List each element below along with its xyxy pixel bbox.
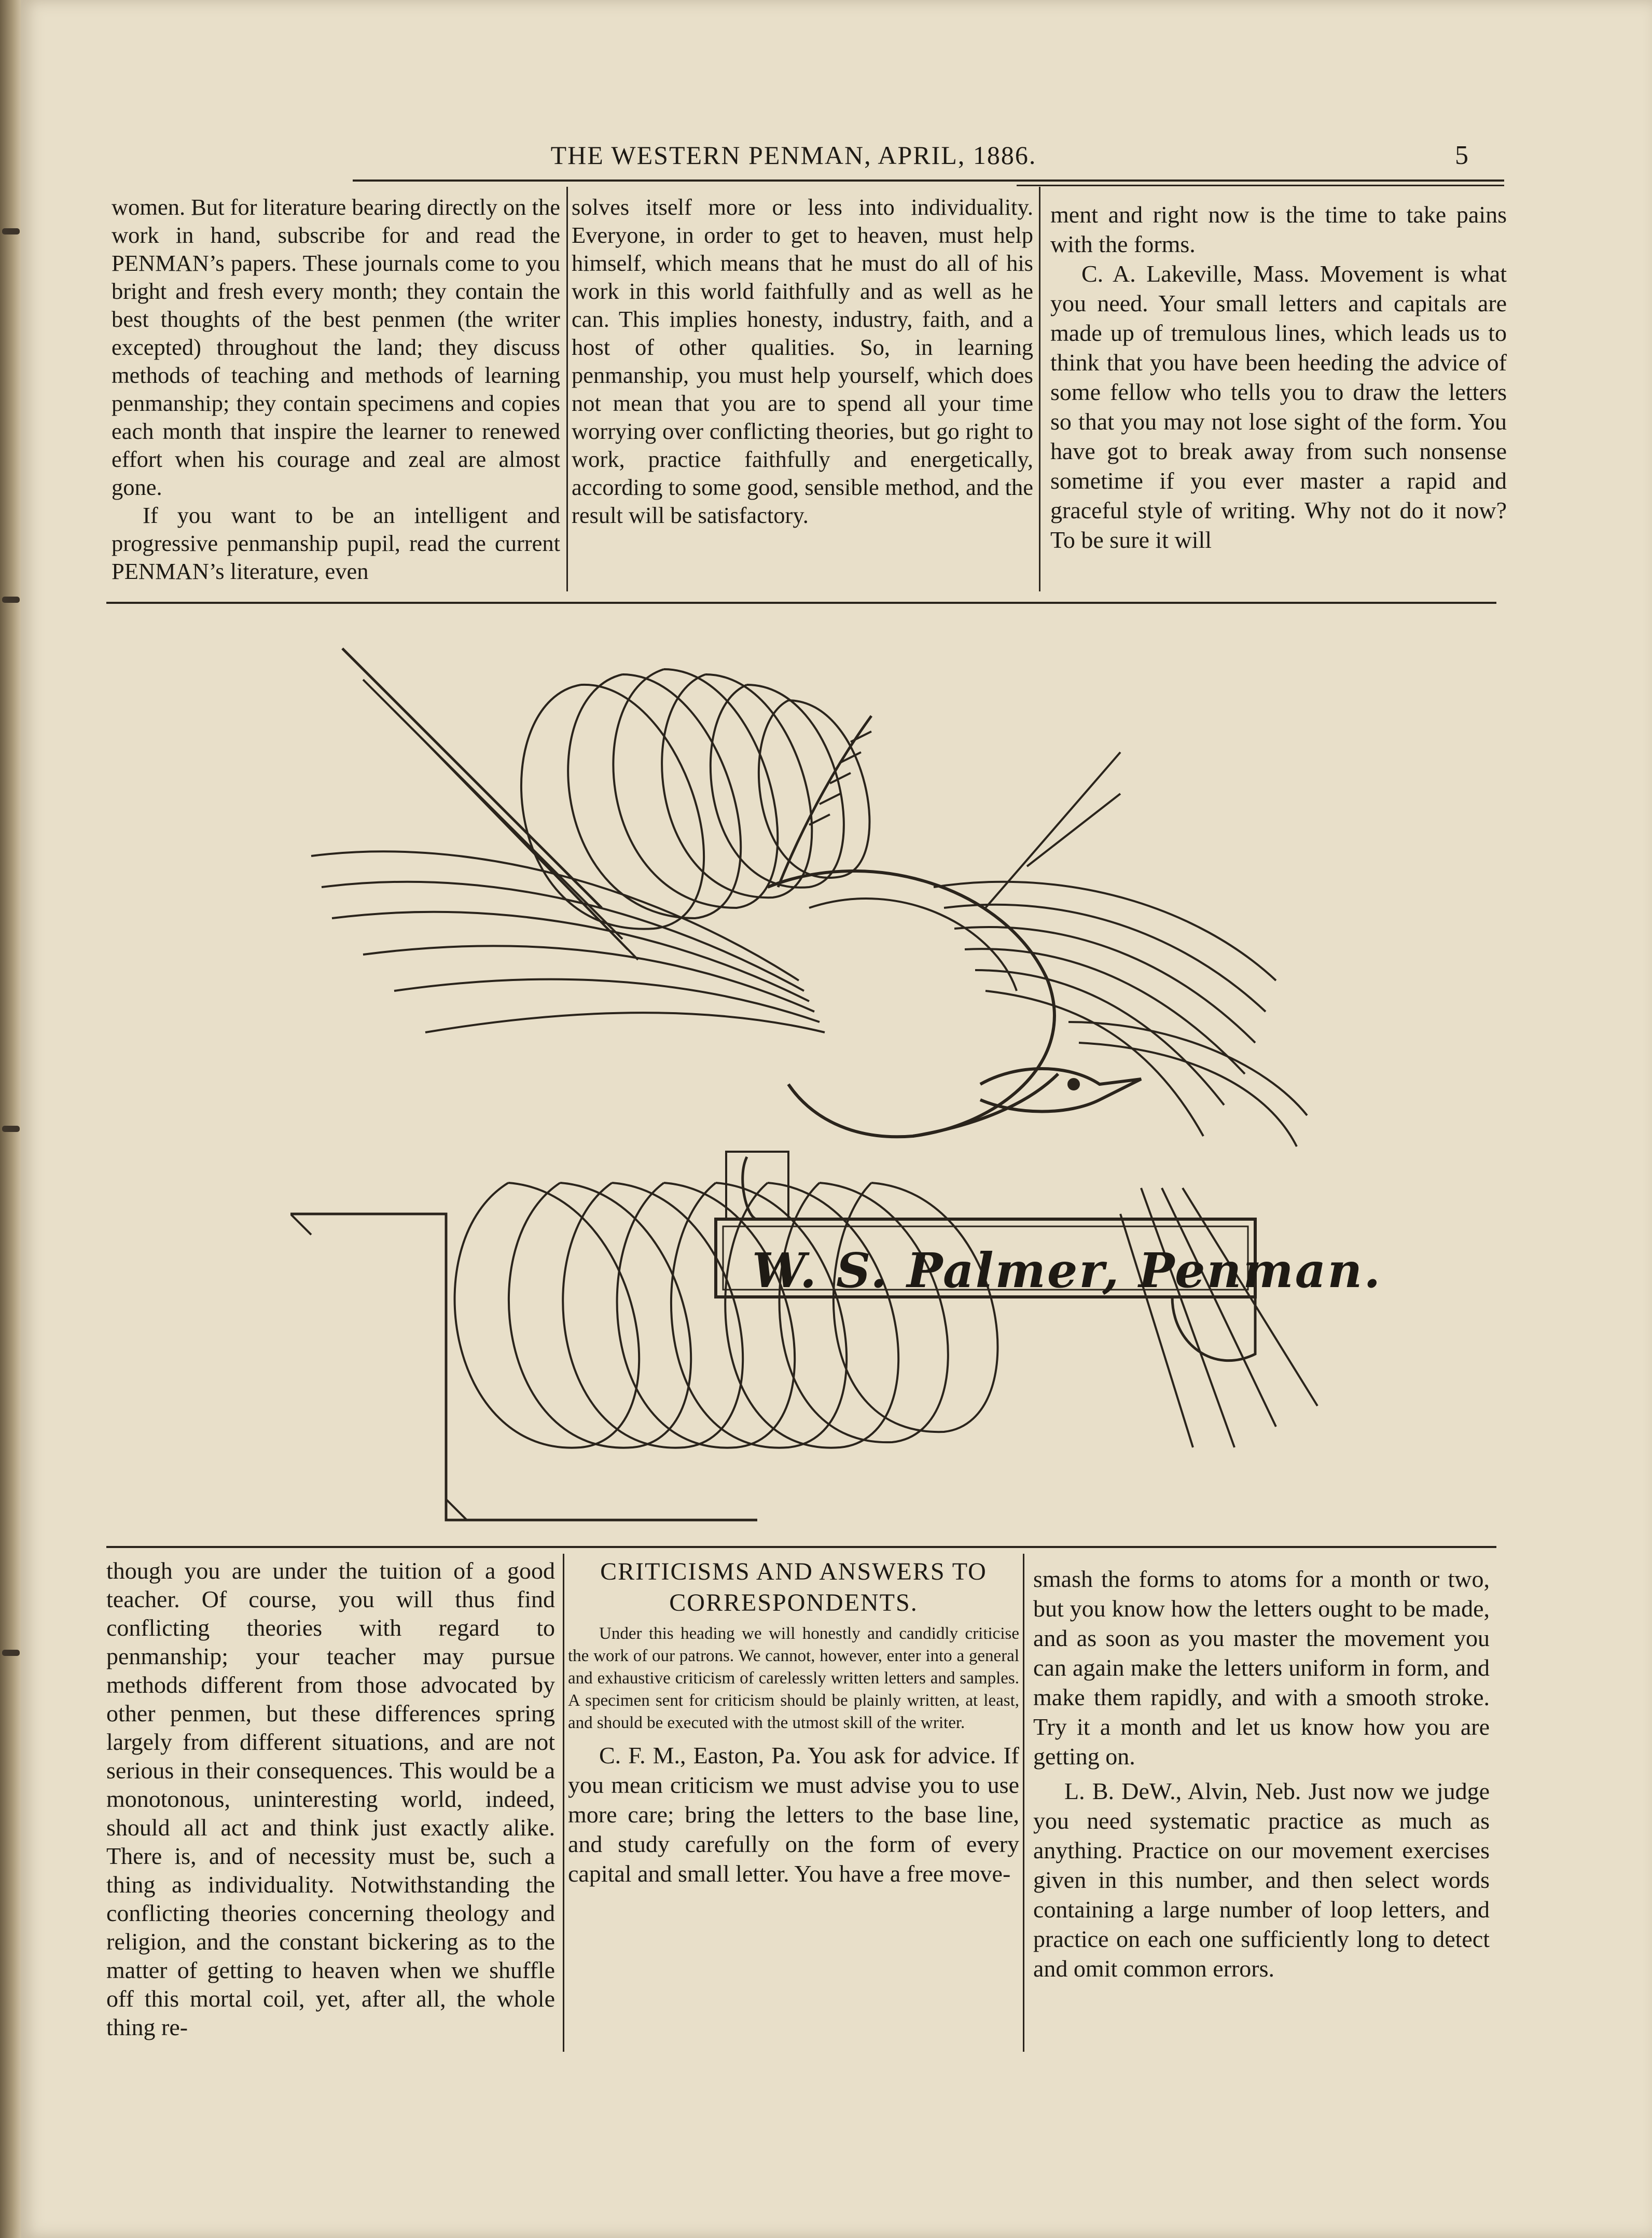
paragraph: though you are under the tuition of a good teacher. Of course, you will thus find conflicting theories with regard to penmanship; your teacher may pursue methods different from those advocated by other penmen, but these differences spring largely from different situations, and are not serious in their consequences. This would be a monotonous, uninteresting world, indeed, should all act and think just exactly alike. There is, and of necessity must be, such a thing as individuality. Notwithstanding the conflicting theories concerning theology and religion, and the constant bickering as to the matter of getting to heaven when we shuffle off this mortal coil, yet, after all, the whole thing re- — [106, 1557, 555, 2040]
top-column-2 — [572, 193, 1033, 587]
section-intro — [568, 1623, 1019, 1734]
paragraph: If you want to be an intelligent and progressive penmanship pupil, read the current PENMAN’s literature, even — [112, 502, 560, 584]
bottom-column-3 — [1033, 1564, 1490, 2062]
banner-signature: W. S. Palmer, Penman. — [752, 1242, 1382, 1298]
staple — [2, 1650, 20, 1656]
section-rule — [106, 602, 1496, 604]
paragraph: Under this heading we will honestly and candidly criticise the work of our patrons. We cannot, however, enter into a general and exhaustive criticism of carelessly written letters and samples. A specimen sent for criticism should be plainly written, at least, and should be executed with the utmost skill of the writer. — [568, 1624, 1019, 1732]
flourished-bird-illustration — [290, 617, 1382, 1525]
top-column-1 — [112, 193, 560, 587]
running-head: THE WESTERN PENMAN, APRIL, 1886. — [550, 141, 1037, 170]
paragraph: C. F. M., Easton, Pa. You ask for advice. If you mean criticism we must advise you to use more care; bring the letters to the base line, and study carefully on the form of every capital and small letter. You have a free move- — [568, 1742, 1019, 1887]
paragraph: C. A. Lakeville, Mass. Movement is what you need. Your small letters and capitals are made up of tremulous lines, which leads us to think that you have been heeding the advice of some fellow who tells you to draw the letters so that you may not lose sight of the form. You have got to break away from such nonsense sometime if you ever master a rapid and graceful style of writing. Why not do it now? To be sure it will — [1050, 260, 1507, 553]
column-rule — [1023, 1554, 1024, 2052]
paragraph: ment and right now is the time to take pains with the forms. — [1050, 201, 1507, 257]
staple — [2, 597, 20, 603]
column-rule — [1039, 187, 1040, 591]
section-rule — [106, 1546, 1496, 1548]
paragraph: L. B. DeW., Alvin, Neb. Just now we judge you need systematic practice as much as anything. Practice on our movement exercises given in this number, and then select words containing a large number of loop letters, and practice on each one sufficiently long to detect and omit common errors. — [1033, 1778, 1490, 1982]
paragraph: solves itself more or less into individuality. Everyone, in order to get to heaven, must help himself, which means that he must do all of his work in this world faithfully and as well as he can. This implies honesty, industry, faith, and a host of other qualities. So, in learning penmanship, you must help yourself, which does not mean that you are to spend all your time worrying over conflicting theories, but go right to work, practice faithfully and energetically, according to some good, sensible method, and the result will be satisfactory. — [572, 194, 1033, 528]
section-heading: CRITICISMS AND ANSWERS TO CORRESPONDENTS. — [600, 1558, 987, 1617]
paragraph: smash the forms to atoms for a month or two, but you know how the letters ought to be made, and as soon as you master the movement you can again make the letters uniform in form, and make them rapidly, and with a smooth stroke. Try it a month and let us know how you are getting on. — [1033, 1566, 1490, 1770]
staple — [2, 1126, 20, 1132]
bottom-column-1 — [106, 1556, 555, 2054]
page-number: 5 — [1455, 141, 1468, 170]
header-rule — [353, 179, 1504, 182]
header-rule — [1017, 185, 1504, 186]
staple — [2, 228, 20, 234]
column-rule — [566, 187, 568, 591]
column-rule — [563, 1554, 564, 2052]
bottom-column-2 — [568, 1556, 1019, 2054]
top-column-3 — [1050, 200, 1507, 594]
paragraph: women. But for literature bearing directly on the work in hand, subscribe for and read the PENMAN’s papers. These journals come to you bright and fresh every month; they contain the best thoughts of the best penmen (the writer excepted) throughout the land; they discuss methods of teaching and methods of learning penmanship; they contain specimens and copies each month that inspire the learner to renewed effort when his courage and zeal are almost gone. — [112, 194, 560, 500]
binding-shadow — [0, 0, 21, 2238]
